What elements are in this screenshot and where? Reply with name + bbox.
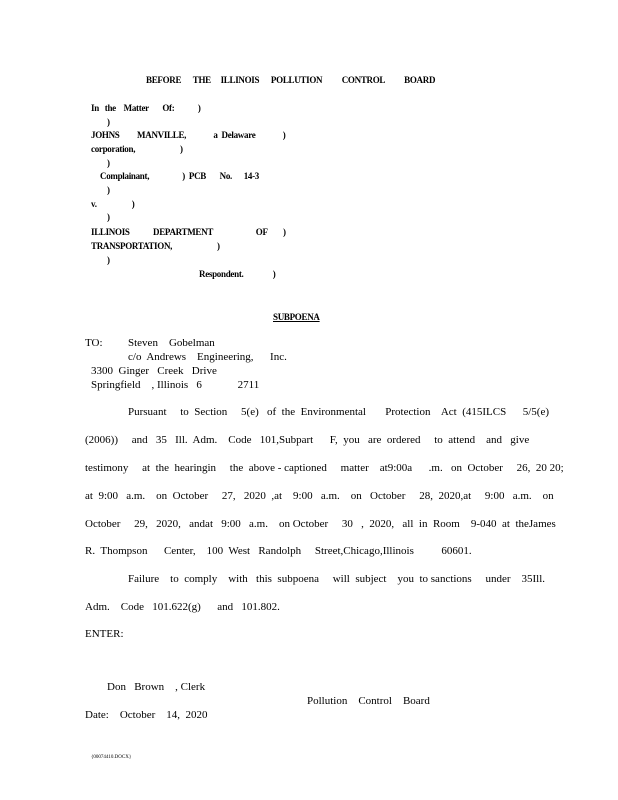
body-line: testimony at the hearingin the above - captioned matter at9:00a .m. on October 26, 20 20; [85,462,564,474]
subpoena-title: SUBPOENA [273,312,320,322]
issue-date: Date: October 14, 2020 [85,709,208,721]
recipient-city: Springfield , Illinois 6 2711 [91,379,260,391]
caption-line: ) [107,158,110,168]
caption-line: JOHNS MANVILLE, a Delaware ) [91,130,286,140]
caption-line: ) [107,255,110,265]
board-title: BEFORE THE ILLINOIS POLLUTION CONTROL BOARD [146,75,436,85]
caption-line: In the Matter Of: ) [91,103,201,113]
document-id: {00074410.DOCX} [91,755,132,760]
recipient-name: Steven Gobelman [128,337,215,349]
body-line: R. Thompson Center, 100 West Randolph Street,Chicago,Illinois 60601. [85,545,472,557]
recipient-company: c/o Andrews Engineering, Inc. [128,351,287,363]
body-line: (2006)) and 35 Ill. Adm. Code 101,Subpart F, you are ordered to attend and give [85,434,530,446]
recipient-street: 3300 Ginger Creek Drive [91,365,217,377]
caption-line: Respondent. ) [199,269,276,279]
body-line: at 9:00 a.m. on October 27, 2020 ,at 9:00 a.m. on October 28, 2020,at 9:00 a.m. on [85,490,554,502]
body-line: Failure to comply with this subpoena will subject you to sanctions under 35Ill. [128,573,546,585]
caption-line: ILLINOIS DEPARTMENT OF ) [91,227,286,237]
caption-line: ) [107,212,110,222]
caption-line: Complainant, ) PCB No. 14-3 [100,171,260,181]
body-line: October 29, 2020, andat 9:00 a.m. on October 30 , 2020, all in Room 9-040 at theJames [85,518,556,530]
caption-line: TRANSPORTATION, ) [91,241,220,251]
caption-line: corporation, ) [91,144,183,154]
body-line: Pursuant to Section 5(e) of the Environmental Protection Act (415ILCS 5/5(e) [128,406,549,418]
caption-line: ) [107,185,110,195]
enter-label: ENTER: [85,628,124,640]
caption-line: v. ) [91,199,135,209]
clerk-name: Don Brown , Clerk [107,681,206,693]
body-line: Adm. Code 101.622(g) and 101.802. [85,601,280,613]
caption-line: ) [107,117,110,127]
to-label: TO: [85,337,103,349]
board-name: Pollution Control Board [307,695,430,707]
